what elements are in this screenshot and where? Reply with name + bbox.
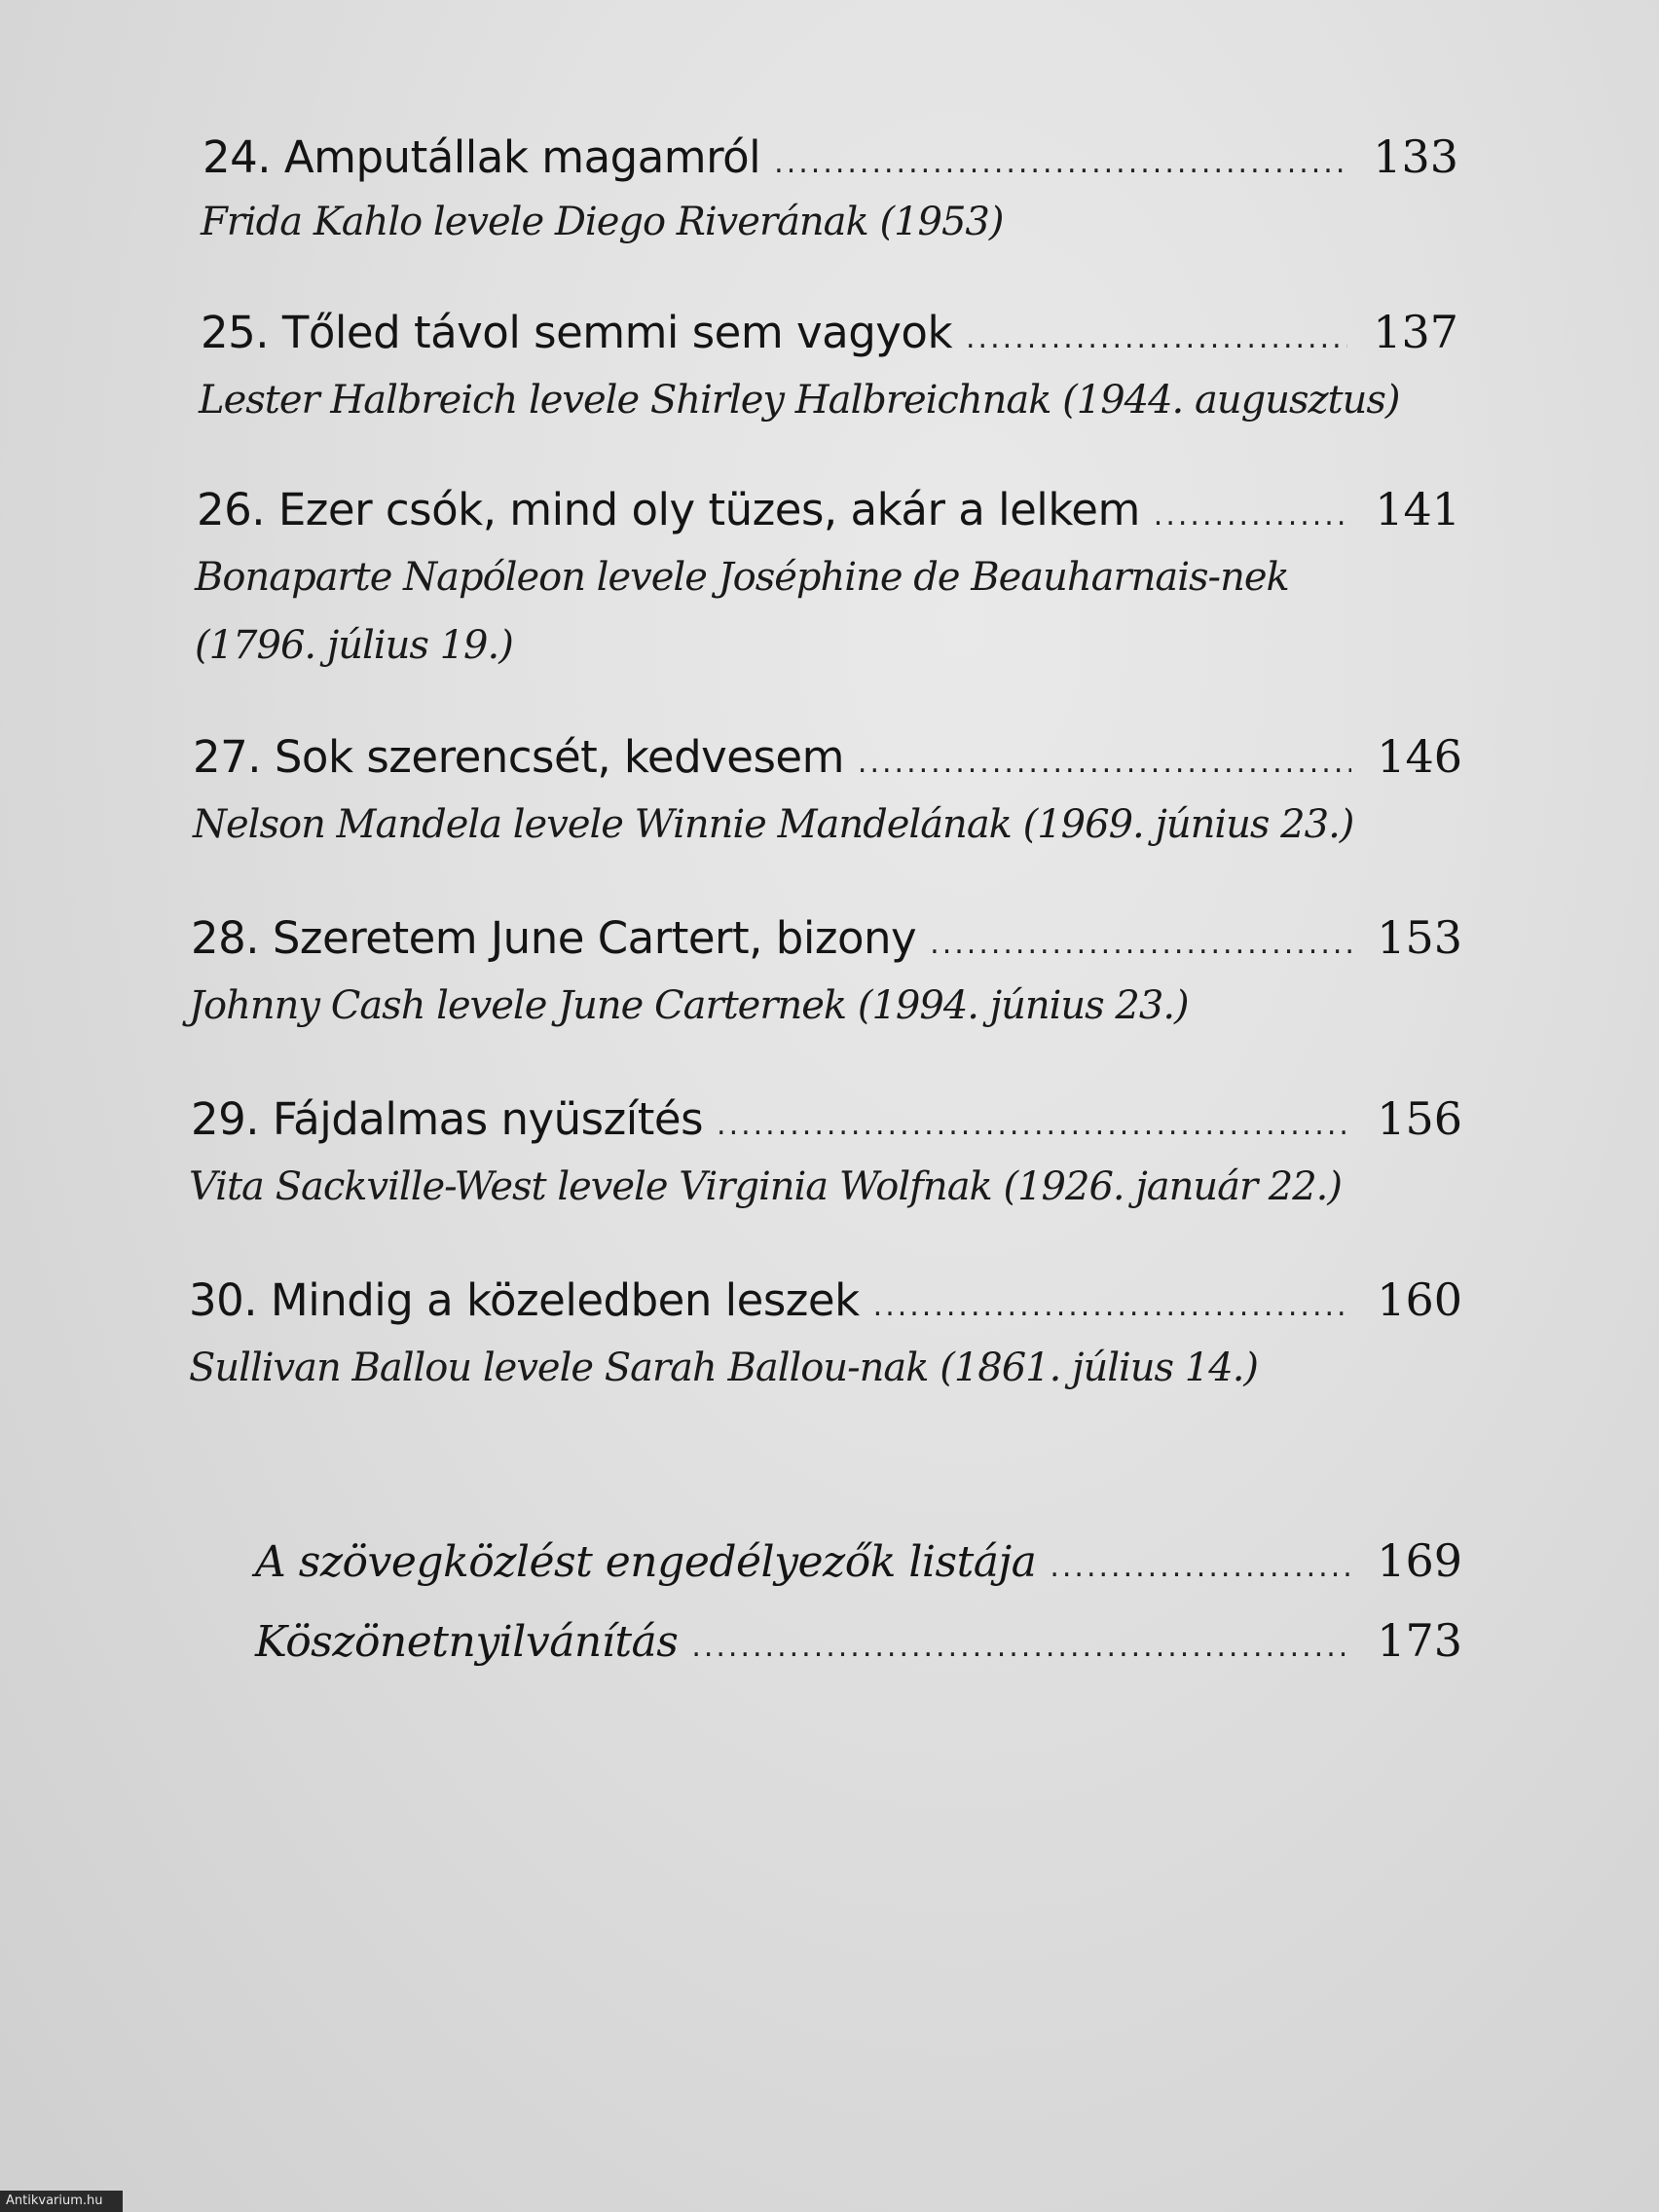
toc-entry-24	[203, 130, 1458, 183]
letter-description: Nelson Mandela levele Winnie Mandelának (1969. június 23.)	[193, 802, 1354, 847]
page-number: 153	[1377, 911, 1462, 964]
page-number: 173	[1377, 1614, 1462, 1667]
letter-description: Bonaparte Napóleon levele Joséphine de Beauharnais-nek	[195, 555, 1289, 600]
appendix-title: A szövegközlést engedélyezők listája	[255, 1537, 1037, 1587]
page-number: 146	[1377, 730, 1462, 783]
letter-description: Lester Halbreich levele Shirley Halbreichnak (1944. augusztus)	[199, 378, 1400, 423]
page-number: 141	[1375, 483, 1460, 535]
appendix-title: Köszönetnyilvánítás	[255, 1617, 679, 1667]
toc-appendix-acknowledgements	[255, 1614, 1462, 1667]
toc-entry-27	[193, 730, 1462, 783]
leader-dots	[1050, 1550, 1351, 1584]
page-number: 133	[1373, 130, 1458, 183]
toc-entry-29	[191, 1092, 1462, 1145]
toc-entry-30	[189, 1273, 1462, 1326]
leader-dots	[858, 746, 1351, 780]
page-number: 160	[1377, 1273, 1462, 1326]
leader-dots	[1154, 498, 1349, 533]
letter-description: Frida Kahlo levele Diego Riverának (1953)	[201, 200, 1004, 244]
chapter-title: 28. Szeretem June Cartert, bizony	[191, 912, 917, 964]
chapter-title: 27. Sok szerencsét, kedvesem	[193, 731, 844, 783]
leader-dots	[966, 321, 1347, 355]
chapter-title: 29. Fájdalmas nyüszítés	[191, 1093, 704, 1145]
letter-description: Johnny Cash levele June Carternek (1994. június 23.)	[189, 983, 1189, 1028]
page-number: 169	[1377, 1534, 1462, 1587]
letter-description-date: (1796. július 19.)	[195, 623, 513, 668]
page-number: 137	[1373, 306, 1458, 358]
leader-dots	[774, 146, 1347, 180]
chapter-title: 25. Tőled távol semmi sem vagyok	[201, 307, 953, 358]
watermark-label: Antikvarium.hu	[0, 2191, 123, 2212]
letter-description: Vita Sackville-West levele Virginia Wolfnak (1926. január 22.)	[189, 1164, 1342, 1209]
leader-dots	[873, 1289, 1352, 1323]
letter-description: Sullivan Ballou levele Sarah Ballou-nak (1861. július 14.)	[189, 1346, 1259, 1390]
toc-entry-26	[197, 483, 1460, 535]
toc-entry-25	[201, 306, 1458, 358]
toc-entry-28	[191, 911, 1462, 964]
toc-appendix-permissions	[255, 1534, 1462, 1587]
chapter-title: 26. Ezer csók, mind oly tüzes, akár a lelkem	[197, 484, 1140, 535]
chapter-title: 24. Amputállak magamról	[203, 131, 761, 183]
leader-dots	[930, 927, 1351, 961]
page-number: 156	[1377, 1092, 1462, 1145]
chapter-title: 30. Mindig a közeledben leszek	[189, 1274, 860, 1326]
leader-dots	[717, 1108, 1351, 1142]
leader-dots	[691, 1630, 1351, 1664]
